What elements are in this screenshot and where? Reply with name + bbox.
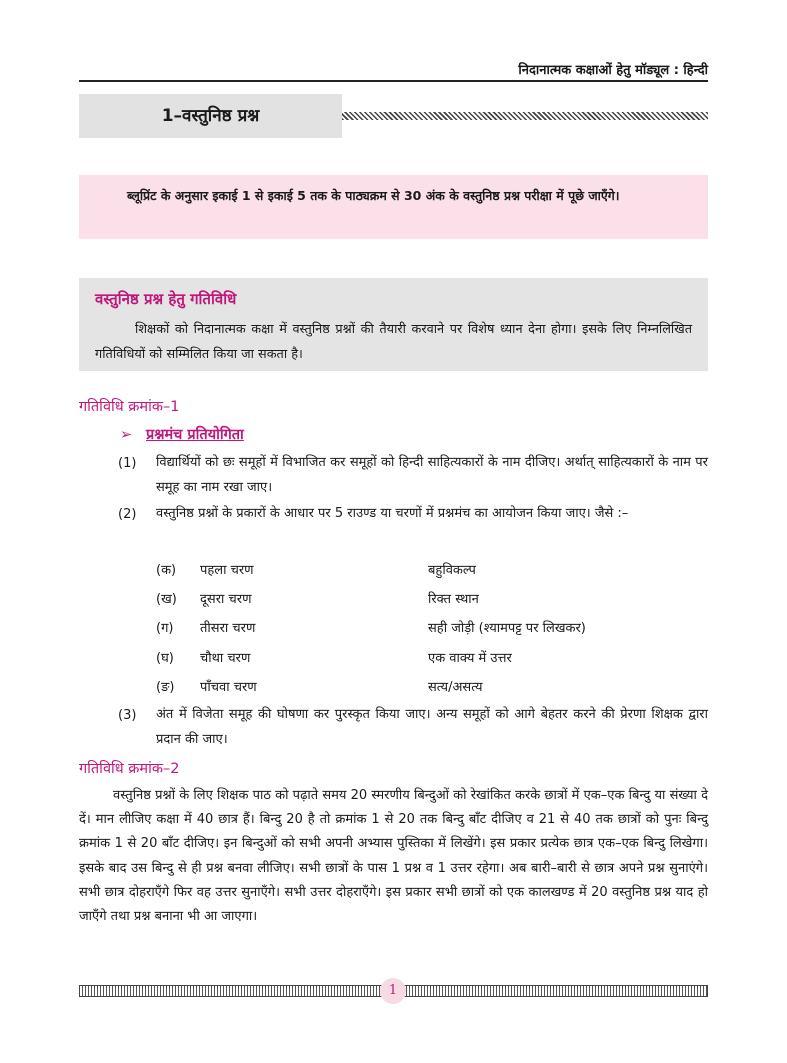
stage-row [156,618,255,636]
stage-type: रिक्त स्थान [428,592,479,607]
stage-row [156,677,257,695]
item-number: (2) [118,507,137,522]
activity-box [79,278,708,371]
activity1-heading: गतिविधि क्रमांक–1 [79,399,180,415]
chapter-title-box [79,94,342,138]
stage-type: बहुविकल्प [428,563,476,578]
item-text: विद्यार्थियों को छः समूहों में विभाजित कर समूहों को हिन्दी साहित्यकारों के नाम दीजिए। अर्थात् साहित्यकारों के नाम पर समूह का नाम रखा जाए। [156,455,708,495]
item-text: अंत में विजेता समूह की घोषणा कर पुरस्कृत किया जाए। अन्य समूहों को आगे बेहतर करने की प्रेरणा शिक्षक द्वारा प्रदान की जाए। [156,707,708,747]
item-text: वस्तुनिष्ठ प्रश्नों के प्रकारों के आधार पर 5 राउण्ड या चरणों में प्रश्नमंच का आयोजन किया जाए। जैसे :– [156,506,629,521]
stage-name: दूसरा चरण [200,592,252,607]
stage-label: (ग) [156,621,174,636]
activity2-heading: गतिविधि क्रमांक–2 [79,761,180,777]
stage-type: सत्य/असत्य [428,680,483,695]
stage-row [156,560,254,578]
activity1-subheading: प्रश्नमंच प्रतियोगिता [146,427,244,443]
stage-row [156,589,251,607]
activity1-subheading-row [120,424,244,444]
stage-name: चौथा चरण [200,651,251,666]
intro-box [79,175,708,239]
intro-text: ब्लूप्रिंट के अनुसार इकाई 1 से इकाई 5 तक के पाठ्यक्रम से 30 अंक के वस्तुनिष्ठ प्रश्न परीक्षा में पूछे जाएँगे। [127,188,620,203]
chapter-title: 1–वस्तुनिष्ठ प्रश्न [161,106,260,126]
item-number: (1) [118,456,137,471]
page-number: 1 [380,978,406,1004]
stage-label: (क) [156,563,177,578]
stage-row [156,648,250,666]
activity2-text: वस्तुनिष्ठ प्रश्नों के लिए शिक्षक पाठ को पढ़ाते समय 20 स्मरणीय बिन्दुओं को रेखांकित करके छात्रों में एक–एक बिन्दु या संख्या दे दें। मान लीजिए कक्षा में 40 छात्र हैं। बिन्दु 20 है तो क्रमांक 1 से 20 तक बिन्दु बाँट दीजिए व 21 से 40 तक छात्रों को पुनः बिन्दु क्रमांक 1 से 20 बाँट दीजिए। इन बिन्दुओं को सभी अपनी अभ्यास पुस्तिका में लिखेंगे। इस प्रकार प्रत्येक छात्र एक–एक बिन्दु लिखेगा। इसके बाद उस बिन्दु से ही प्रश्न बनवा लीजिए। सभी छात्रों के पास 1 प्रश्न व 1 उत्तर रहेगा। अब बारी–बारी से छात्र अपने प्रश्न सुनाएंगे। सभी छात्र दोहराएँगे फिर वह उत्तर सुनाएँगे। सभी उत्तर दोहराएँगे। इस प्रकार सभी छात्रों को एक कालखण्ड में 20 वस्तुनिष्ठ प्रश्न याद हो जाएँगे तथा प्रश्न बनाना भी आ जाएगा। [79,788,708,925]
stage-name: पहला चरण [200,563,254,578]
stage-name: तीसरा चरण [200,621,256,636]
item-number: (3) [118,708,137,723]
header-rule [79,80,708,82]
stage-label: (घ) [156,651,174,666]
running-header: निदानात्मक कक्षाओं हेतु मॉड्यूल : हिन्दी [518,63,708,78]
title-decorative-band [342,112,708,120]
stage-type: सही जोड़ी (श्यामपट्ट पर लिखकर) [428,621,586,636]
stage-name: पाँचवा चरण [200,680,257,695]
stage-label: (ख) [156,592,177,607]
arrow-bullet-icon: ➢ [120,427,133,443]
activity-box-heading: वस्तुनिष्ठ प्रश्न हेतु गतिविधि [95,290,237,308]
activity-box-text: शिक्षकों को निदानात्मक कक्षा में वस्तुनिष्ठ प्रश्नों की तैयारी करवाने पर विशेष ध्यान देना होगा। इसके लिए निम्नलिखित गतिविधियों को सम्मिलित किया जा सकता है। [95,322,692,362]
stage-label: (ङ) [156,680,175,695]
stage-type: एक वाक्य में उत्तर [428,651,512,666]
